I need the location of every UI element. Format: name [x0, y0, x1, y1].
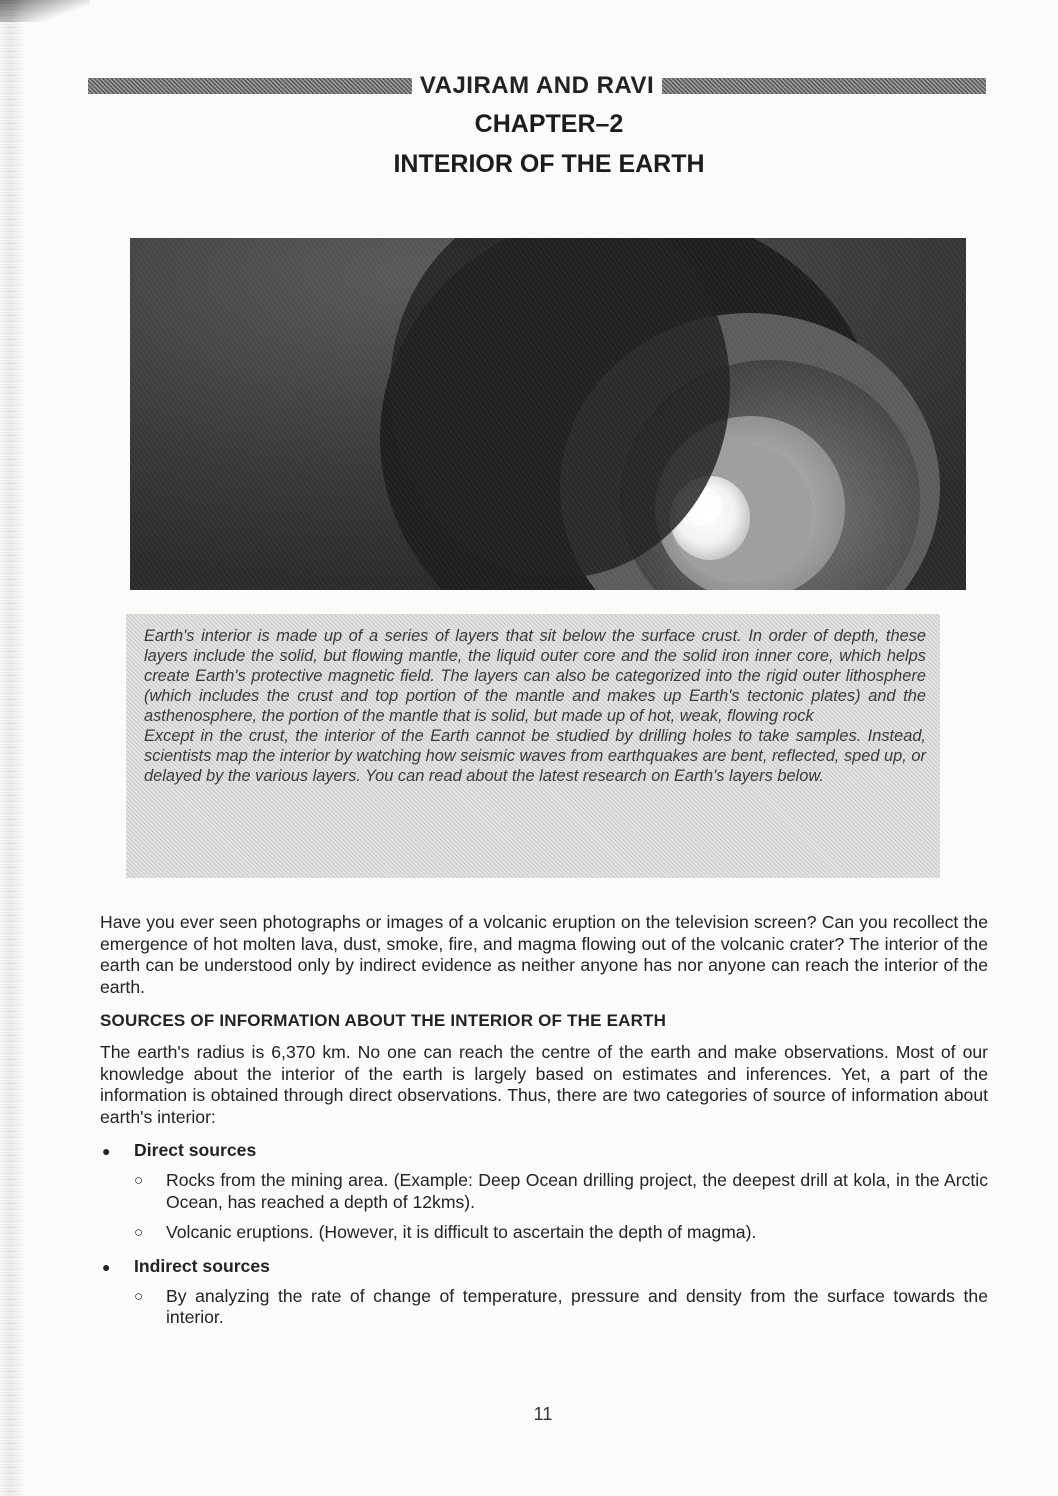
circle-bullet-icon: ○: [134, 1287, 144, 1305]
sub-item: [100, 1286, 988, 1329]
body-text: [100, 912, 988, 1329]
bullet-dot-icon: ●: [102, 1258, 111, 1275]
scan-edge-shadow: [0, 0, 26, 1496]
sub-item-text: Rocks from the mining area. (Example: Deep Ocean drilling project, the deepest drill at kola, in the Arctic Ocean, has reached a depth of 12kms).: [166, 1170, 988, 1212]
header-band: [88, 72, 986, 100]
section-paragraph: The earth's radius is 6,370 km. No one can reach the centre of the earth and make observations. Most of our knowledge about the interior of the earth is largely based on estimates and inferences. Yet, a part of the information is obtained through direct observations. Thus, there are two categories of source of information about earth's interior:: [100, 1041, 988, 1127]
bullet-indirect-sources: [100, 1256, 988, 1278]
header-band-right: [662, 78, 986, 94]
sub-item: [100, 1222, 988, 1244]
earth-layers-image: [130, 238, 966, 590]
sub-item-text: By analyzing the rate of change of temperature, pressure and density from the surface towards the interior.: [166, 1285, 988, 1328]
section-heading: SOURCES OF INFORMATION ABOUT THE INTERIOR OF THE EARTH: [100, 1011, 667, 1031]
page-number: 11: [533, 1404, 553, 1424]
bullet-label: Indirect sources: [134, 1255, 270, 1276]
intro-paragraph: Have you ever seen photographs or images of a volcanic eruption on the television screen? Can you recollect the emergence of hot molten lava, dust, smoke, fire, and magma flowing out of the volcanic crater? The interior of the earth can be understood only by indirect evidence as neither anyone has nor anyone can reach the interior of the earth.: [100, 912, 988, 997]
chapter-number: CHAPTER–2: [474, 110, 624, 138]
bullet-label: Direct sources: [134, 1140, 257, 1161]
caption-paragraph-1: Earth's interior is made up of a series of layers that sit below the surface crust. In order of depth, these layers include the solid, but flowing mantle, the liquid outer core and the solid iron inner core, which helps create Earth's protective magnetic field. The layers can also be categorized into the rigid outer lithosphere (which includes the crust and top portion of the mantle and makes up Earth's tectonic plates) and the asthenosphere, the portion of the mantle that is solid, but made up of hot, weak, flowing rock: [144, 627, 926, 725]
image-caption: [126, 614, 940, 878]
bullet-direct-sources: [100, 1140, 988, 1162]
brand-name: VAJIRAM AND RAVI: [419, 72, 655, 99]
sub-item: [100, 1170, 988, 1213]
header-band-left: [88, 78, 412, 94]
chapter-title: INTERIOR OF THE EARTH: [393, 150, 705, 178]
caption-paragraph-2: Except in the crust, the interior of the Earth cannot be studied by drilling holes to take samples. Instead, scientists map the interior by watching how seismic waves from earthquakes are bent, reflected, sped up, or delayed by the various layers. You can read about the latest research on Earth's layers below.: [144, 727, 926, 785]
scan-corner-shadow: [0, 0, 90, 22]
sub-item-text: Volcanic eruptions. (However, it is difficult to ascertain the depth of magma).: [166, 1221, 757, 1242]
bullet-dot-icon: ●: [102, 1143, 111, 1160]
circle-bullet-icon: ○: [134, 1223, 144, 1241]
circle-bullet-icon: ○: [134, 1172, 144, 1190]
